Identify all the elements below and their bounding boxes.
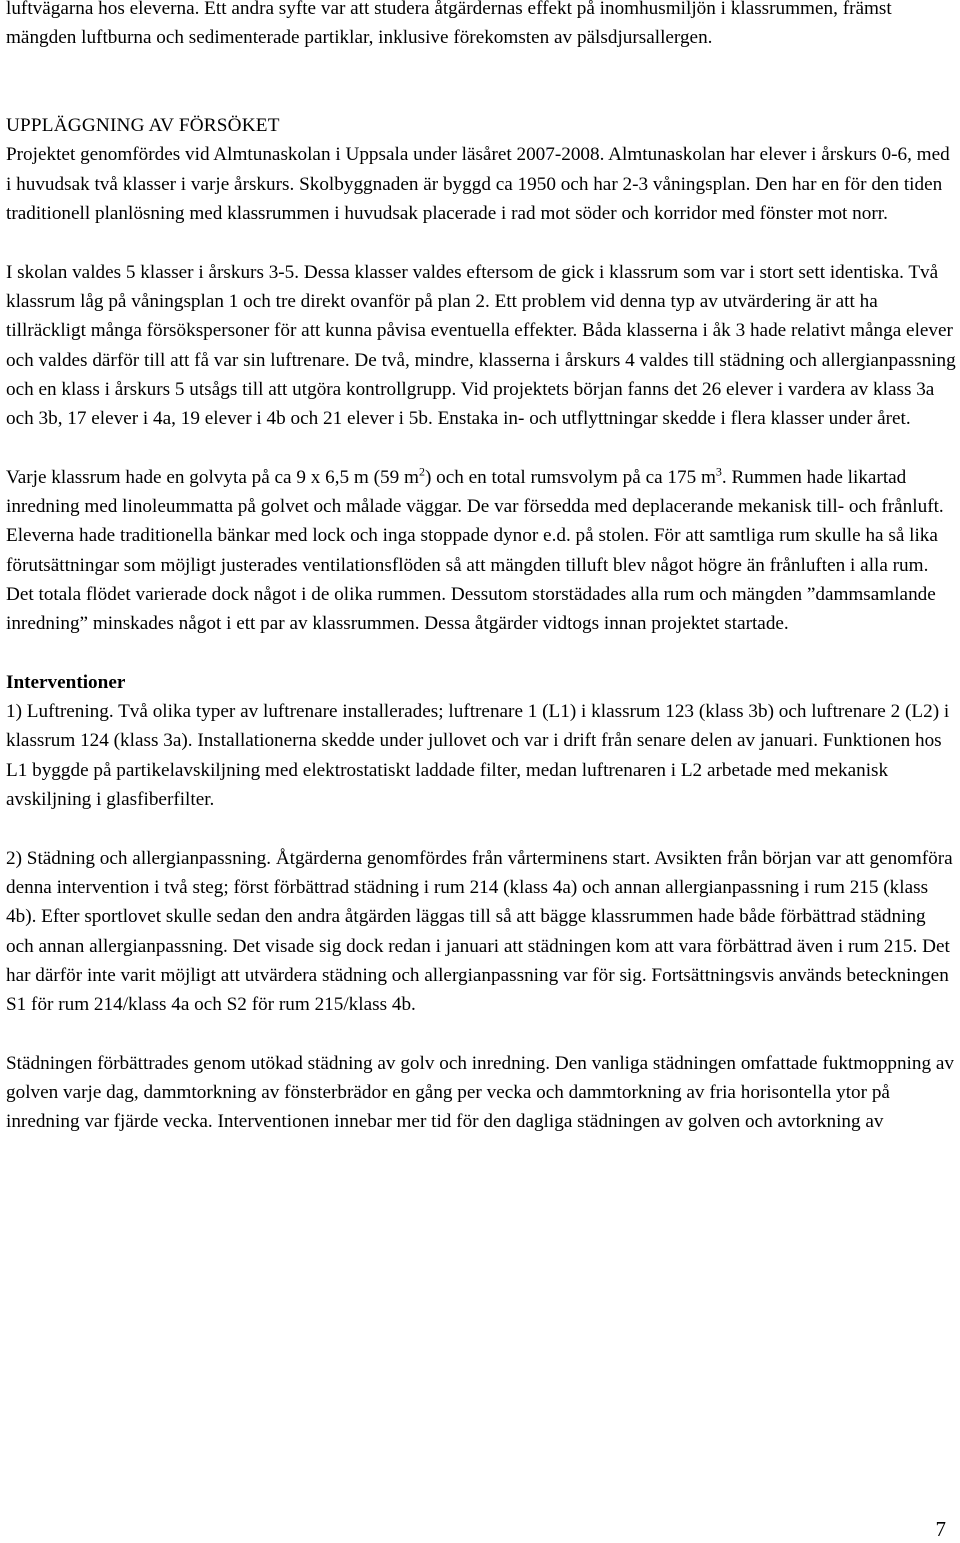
room-text-part1: Varje klassrum hade en golvyta på ca 9 x 6,5 m (59 m (6, 466, 419, 488)
design-paragraph: Projektet genomfördes vid Almtunaskolan i Uppsala under läsåret 2007-2008. Almtunaskolan har elever i årskurs 0-6, med i huvudsak två klasser i varje årskurs. Skolbyggnaden är byggd ca 1950 och har 2-3 våningsplan. Den har en för den tiden traditionell planlösning med klassrummen i huvudsak placerade i rad mot söder och korridor med fönster mot norr. (6, 144, 950, 225)
room-superscript-3: 3 (715, 464, 722, 479)
paragraph-gap (6, 82, 956, 111)
room-paragraph (6, 463, 956, 639)
intervention1-paragraph: 1) Luftrening. Två olika typer av luftrenare installerades; luftrenare 1 (L1) i klassrum 123 (klass 3b) och luftrenare 2 (L2) i klassrum 124 (klass 3a). Installationerna skedde under jullovet och var i drift från senare delen av januari. Funktionen hos L1 byggde på partikelavskiljning med elektrostatiskt laddade filter, medan luftrenaren i L2 arbetade med mekanisk avskiljning i glasfiberfilter. (6, 701, 950, 811)
room-text-part2: ) och en total rumsvolym på ca 175 m (424, 466, 716, 488)
paragraph-gap (6, 433, 956, 462)
paragraph-gap (6, 814, 956, 843)
page-number: 7 (935, 1517, 946, 1541)
section-heading-design: UPPLÄGGNING AV FÖRSÖKET (6, 115, 280, 137)
room-superscript-2: 2 (418, 464, 425, 479)
room-text-part3: . Rummen hade likartad inredning med linoleummatta på golvet och målade väggar. De var försedda med deplacerande mekanisk till- och frånluft. Eleverna hade traditionella bänkar med lock och inga stoppade dynor e.d. på stolen. För att samtliga rum skulle ha så lika förutsättningar som möjligt justerades ventilationsflöden så att mängden tilluft blev något högre än frånluften i alla rum. Det totala flödet varierade dock något i de olika rummen. Dessutom storstädades alla rum och mängden ”dammsamlande inredning” minskades något i ett par av klassrummen. Dessa åtgärder vidtogs innan projektet startade. (6, 466, 944, 635)
intervention2-paragraph: 2) Städning och allergianpassning. Åtgärderna genomfördes från vårterminens start. Avsikten från början var att genomföra denna intervention i två steg; först förbättrad städning i rum 214 (klass 4a) och annan allergianpassning i rum 215 (klass 4b). Efter sportlovet skulle sedan den andra åtgärden läggas till så att bägge klassrummen hade både förbättrad städning och annan allergianpassning. Det visade sig dock redan i januari att städningen kom att vara förbättrad även i rum 215. Det har därför inte varit möjligt att utvärdera städning och allergianpassning var för sig. Fortsättningsvis används beteckningen S1 för rum 214/klass 4a och S2 för rum 215/klass 4b. (6, 847, 953, 1016)
paragraph-gap (6, 228, 956, 257)
intro-paragraph: luftvägarna hos eleverna. Ett andra syfte var att studera åtgärdernas effekt på inomhusmiljön i klassrummen, främst mängden luftburna och sedimenterade partiklar, inklusive förekomsten av pälsdjursallergen. (6, 0, 892, 49)
cleaning-paragraph: Städningen förbättrades genom utökad städning av golv och inredning. Den vanliga städningen omfattade fuktmoppning av golven varje dag, dammtorkning av fönsterbrädor en gång per vecka och dammtorkning av fria horisontella ytor på inredning var fjärde vecka. Interventionen innebar mer tid för den dagliga städningen av golven och avtorkning av (6, 1052, 954, 1133)
section-heading-interventions: Interventioner (6, 671, 126, 693)
document-page (6, 0, 956, 1137)
paragraph-gap (6, 1019, 956, 1048)
classes-paragraph: I skolan valdes 5 klasser i årskurs 3-5. Dessa klasser valdes eftersom de gick i klassrum som var i stort sett identiska. Två klassrum låg på våningsplan 1 och tre direkt ovanför på plan 2. Ett problem vid denna typ av utvärdering är att ha tillräckligt många försökspersoner för att kunna påvisa eventuella effekter. Båda klasserna i åk 3 hade relativt många elever och valdes därför till att få var sin luftrenare. De två, mindre, klasserna i årskurs 4 valdes till städning och allergianpassning och en klass i årskurs 5 utsågs till att utgöra kontrollgrupp. Vid projektets början fanns det 26 elever i vardera av klass 3a och 3b, 17 elever i 4a, 19 elever i 4b och 21 elever i 5b. Enstaka in- och utflyttningar skedde i flera klasser under året. (6, 261, 956, 430)
paragraph-gap (6, 53, 956, 82)
paragraph-gap (6, 639, 956, 668)
